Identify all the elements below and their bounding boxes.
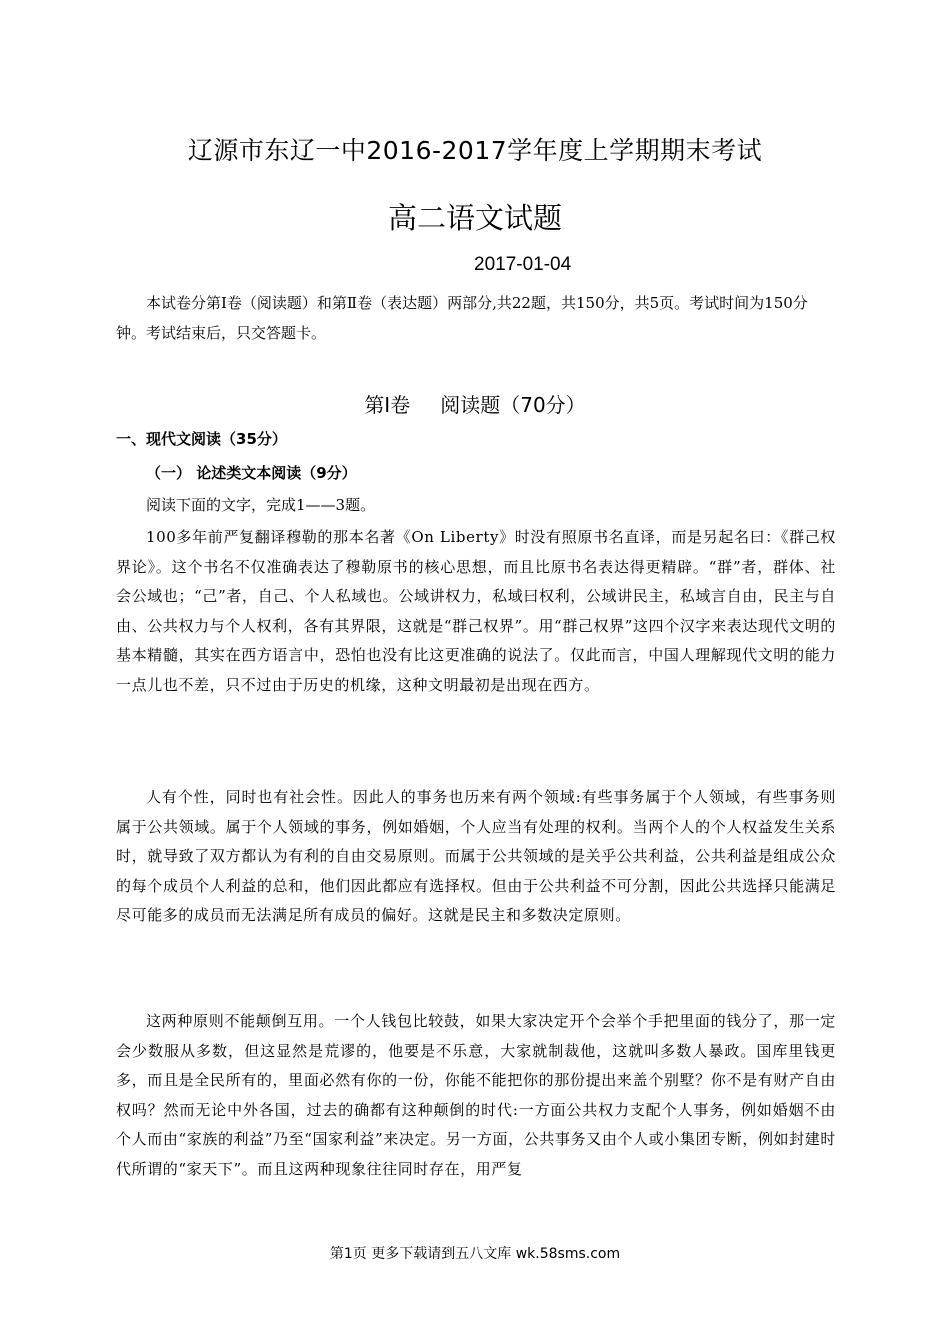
reading-instruction: 阅读下面的文字，完成1——3题。 <box>146 496 376 514</box>
sub-part-heading: （一） 论述类文本阅读（9分） <box>146 464 357 482</box>
exam-instructions: 本试卷分第Ⅰ卷（阅读题）和第Ⅱ卷（表达题）两部分,共22题，共150分，共5页。考试时间为150分钟。考试结束后，只交答题卡。 <box>116 294 808 342</box>
passage-paragraph: 100多年前严复翻译穆勒的那本名著《On Liberty》时没有照原书名直译，而是另起名曰：《群己权界论》。这个书名不仅准确表达了穆勒原书的核心思想，而且比原书名表达得更精辟。“群”者，群体、社会公域也；“己”者，自己、个人私域也。公域讲权力，私域曰权利，公域讲民主，私域言自由，民主与自由、公共权力与个人权利，各有其界限，这就是“群己权界”。用“群己权界”这四个汉字来表达现代文明的基本精髓，其实在西方语言中，恐怕也没有比这更准确的说法了。仅此而言，中国人理解现代文明的能力一点儿也不差，只不过由于历史的机缘，这种文明最初是出现在西方。 <box>116 528 836 694</box>
section-volume: 第Ⅰ卷 <box>364 393 411 417</box>
school-exam-title: 辽源市东辽一中2016-2017学年度上学期期末考试 <box>187 136 763 165</box>
section-name: 阅读题（70分） <box>440 393 586 417</box>
page-footer: 第1页 更多下载请到五八文库 wk.58sms.com <box>329 1246 621 1262</box>
exam-date: 2017-01-04 <box>474 254 572 275</box>
subject-title: 高二语文试题 <box>387 201 562 235</box>
section-heading <box>0 389 950 418</box>
passage-paragraph: 人有个性，同时也有社会性。因此人的事务也历来有两个领域:有些事务属于个人领域，有些事务则属于公共领域。属于个人领域的事务，例如婚姻，个人应当有处理的权利。当两个人的个人权益发生关系时，就导致了双方都认为有利的自由交易原则。而属于公共领域的是关乎公共利益，公共利益是组成公众的每个成员个人利益的总和，他们因此都应有选择权。但由于公共利益不可分割，因此公共选择只能满足尽可能多的成员而无法满足所有成员的偏好。这就是民主和多数决定原则。 <box>116 788 836 924</box>
part-heading: 一、现代文阅读（35分） <box>116 430 287 448</box>
passage-paragraph: 这两种原则不能颠倒互用。一个人钱包比较鼓，如果大家决定开个会举个手把里面的钱分了，那一定会少数服从多数，但这显然是荒谬的，他要是不乐意，大家就制裁他，这就叫多数人暴政。国库里钱更多，而且是全民所有的，里面必然有你的一份，你能不能把你的那份提出来盖个别墅？你不是有财产自由权吗？然而无论中外各国，过去的确都有这种颠倒的时代:一方面公共权力支配个人事务，例如婚姻不由个人而由“家族的利益”乃至“国家利益”来决定。另一方面，公共事务又由个人或小集团专断，例如封建时代所谓的“家天下”。而且这两种现象往往同时存在，用严复 <box>116 1012 836 1178</box>
